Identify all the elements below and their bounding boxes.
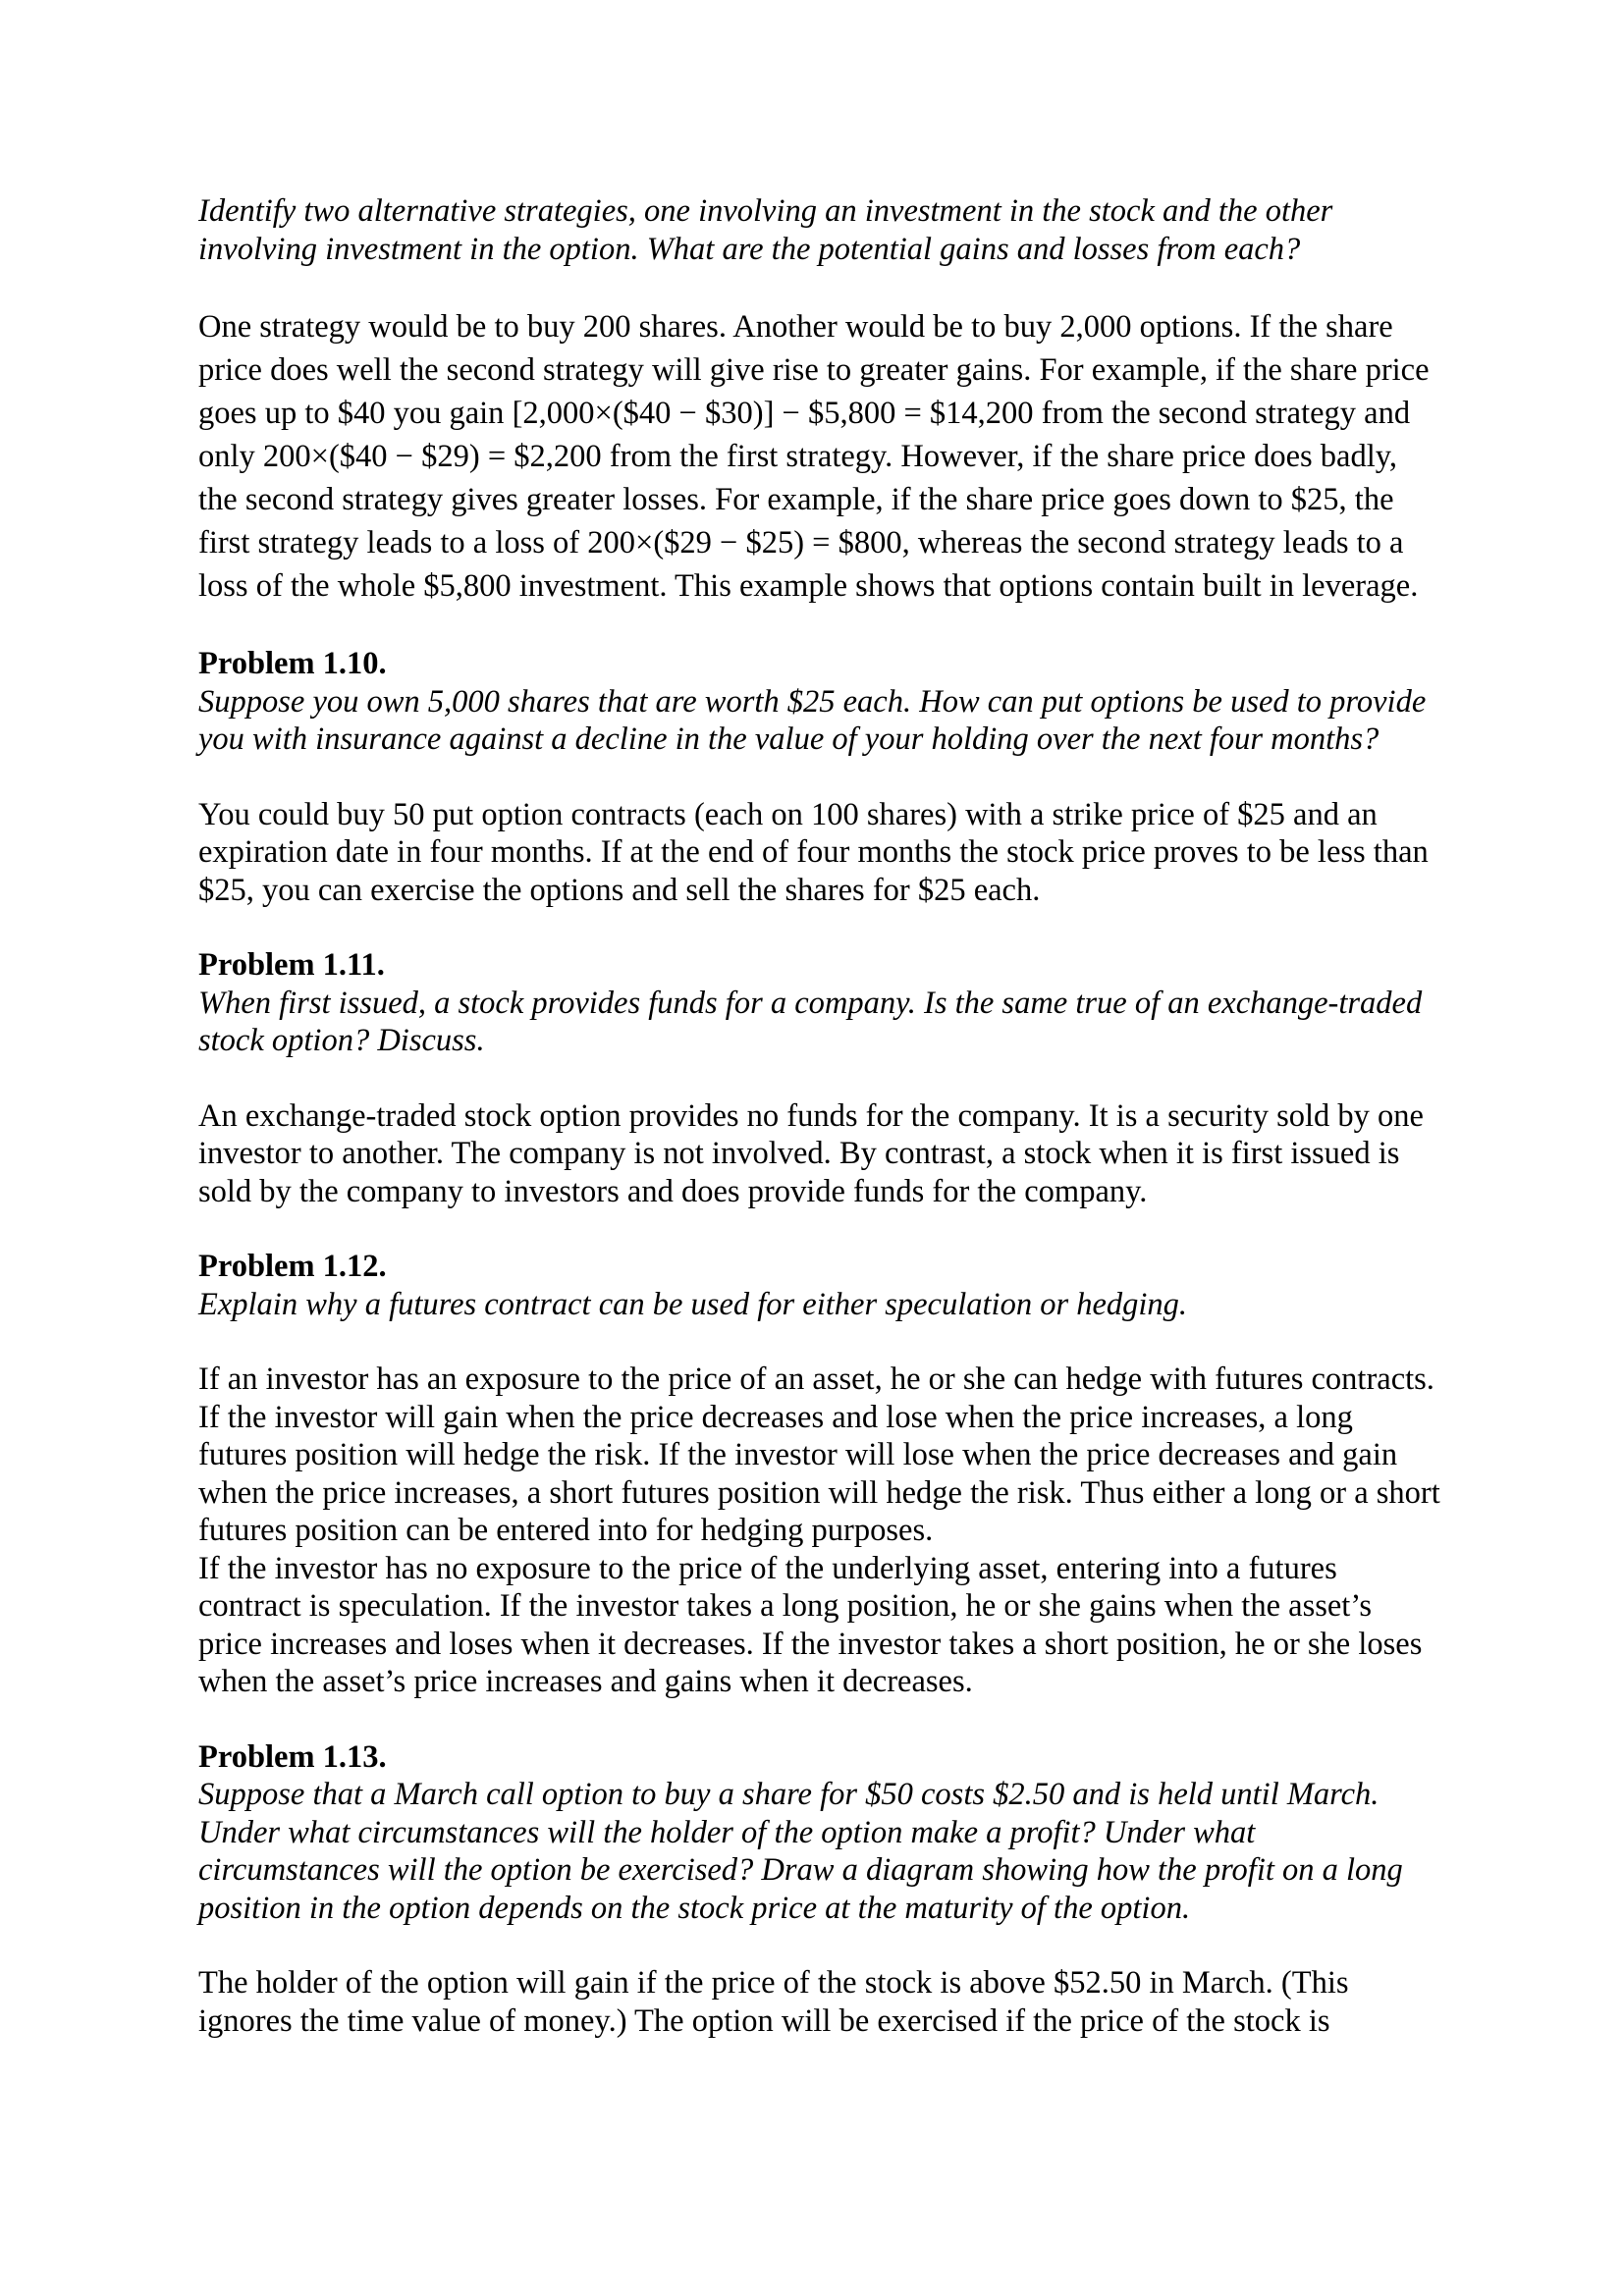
intro-answer-text-2: from the second strategy and only xyxy=(198,396,1411,474)
intro-answer-text-1: One strategy would be to buy 200 shares. Another would be to buy 2,000 options. If the share price does well the second strategy will give rise to greater gains. For example, if the share price goes up to $40 you gain xyxy=(198,309,1430,431)
intro-answer-formula-2: 200×($40 − $29) = $2,200 xyxy=(262,439,602,474)
problem-answer: The holder of the option will gain if the price of the stock is above $52.50 in March. (This ignores the time value of money.) The option will be exercised if the price of the stock is xyxy=(198,1965,1349,2039)
problem-question: Suppose that a March call option to buy a share for $50 costs $2.50 and is held until March. Under what circumstances will the holder of the option make a profit? Under what circumstances will the option be exercised? Draw a diagram showing how the profit on a long position in the option depends on the stock price at the maturity of the option. xyxy=(198,1777,1403,1926)
intro-answer-text-3: from the first strategy. However, if the share price does badly, the second strategy gives greater losses. For example, if the share price goes down to $25, the first strategy leads to a loss of xyxy=(198,439,1397,561)
intro-question: Identify two alternative strategies, one involving an investment in the stock and the other involving investment in the option. What are the potential gains and losses from each? xyxy=(198,193,1333,267)
document-page xyxy=(198,192,1440,2040)
problem-answer: An exchange-traded stock option provides no funds for the company. It is a security sold by one investor to another. The company is not involved. By contrast, a stock when it is first issued is sold by the company to investors and does provide funds for the company. xyxy=(198,1097,1424,1209)
problem-answer: If an investor has an exposure to the price of an asset, he or she can hedge with futures contracts. If the investor will gain when the price decreases and lose when the price increases, a long futures position will hedge the risk. If the investor will lose when the price decreases and gain when the price increases, a short futures position will hedge the risk. Thus either a long or a short futures position can be entered into for hedging purposes. xyxy=(198,1362,1440,1548)
problem-heading: Problem 1.10. xyxy=(198,646,387,681)
problem-answer-continued: If the investor has no exposure to the price of the underlying asset, entering into a futures contract is speculation. If the investor takes a long position, he or she gains when the asset’s price increases and loses when it decreases. If the investor takes a short position, he or she loses when the asset’s price increases and gains when it decreases. xyxy=(198,1550,1423,1699)
problem-heading: Problem 1.11. xyxy=(198,947,385,983)
problem-question: Suppose you own 5,000 shares that are worth $25 each. How can put options be used to provide you with insurance against a decline in the value of your holding over the next four months? xyxy=(198,683,1427,757)
problem-answer: You could buy 50 put option contracts (each on 100 shares) with a strike price of $25 and an expiration date in four months. If at the end of four months the stock price proves to be less than $25, you can exercise the options and sell the shares for $25 each. xyxy=(198,796,1429,908)
problem-heading: Problem 1.12. xyxy=(198,1249,387,1284)
intro-answer-formula-3: 200×($29 − $25) = $800, xyxy=(587,525,910,561)
intro-answer xyxy=(198,305,1440,608)
problem-heading: Problem 1.13. xyxy=(198,1738,387,1775)
problem-question: Explain why a futures contract can be used for either speculation or hedging. xyxy=(198,1286,1188,1322)
intro-answer-formula-1: [2,000×($40 − $30)] − $5,800 = $14,200 xyxy=(512,396,1034,431)
problem-question: When first issued, a stock provides funds for a company. Is the same true of an exchange-traded stock option? Discuss. xyxy=(198,985,1423,1058)
intro-answer-text-4: whereas the second strategy leads to a loss of the whole $5,800 investment. This example shows that options contain built in leverage. xyxy=(198,525,1419,604)
